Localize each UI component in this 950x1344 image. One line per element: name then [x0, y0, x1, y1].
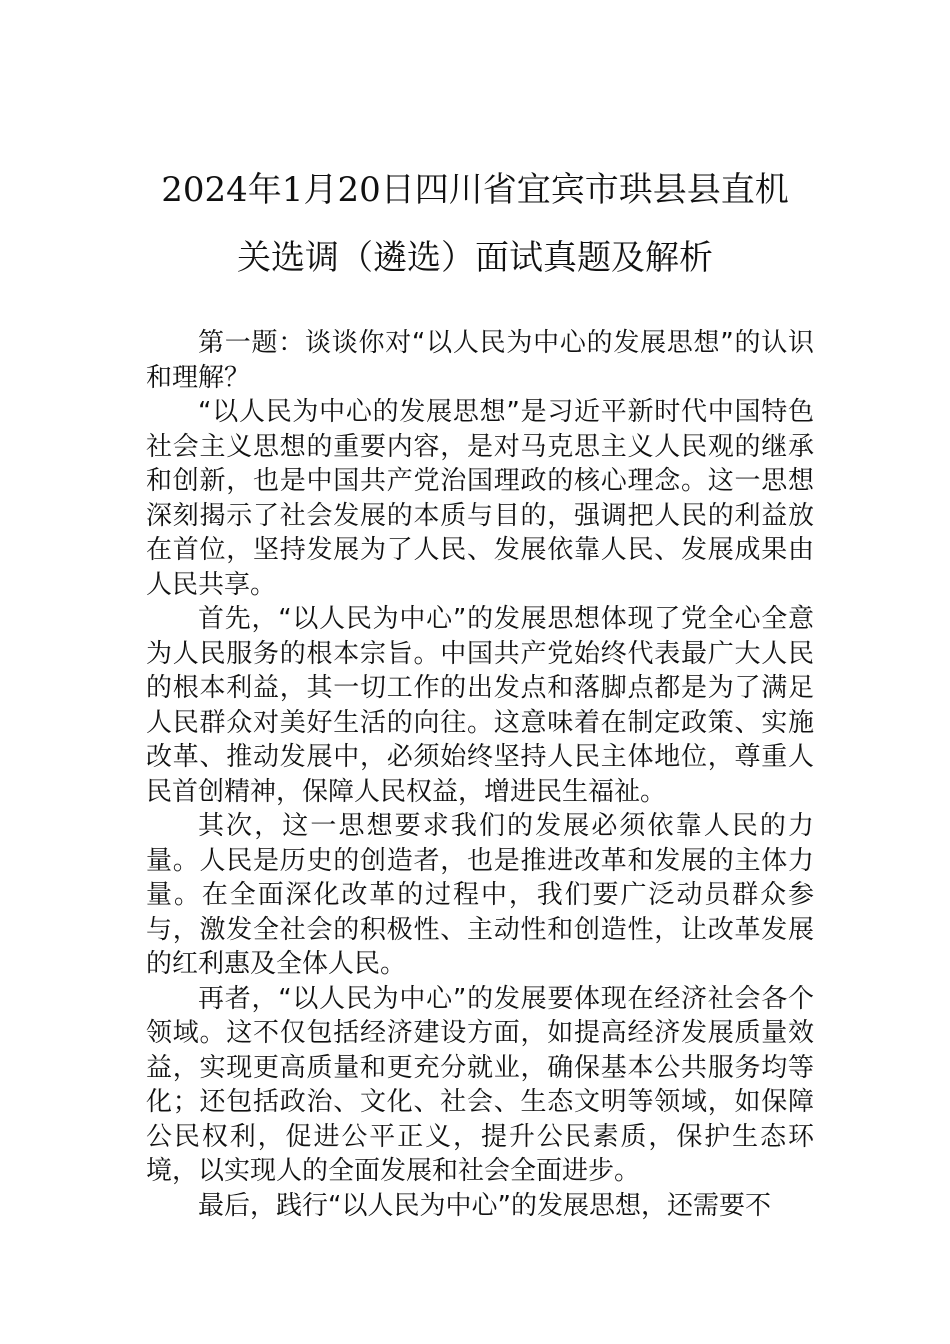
answer-intro-paragraph: “以人民为中心的发展思想”是习近平新时代中国特色社会主义思想的重要内容，是对马克思主义人民观的继承和创新，也是中国共产党治国理政的核心理念。这一思想深刻揭示了社会发展的本质与目的，强调把人民的利益放在首位，坚持发展为了人民、发展依靠人民、发展成果由人民共享。	[146, 397, 814, 600]
document-title-line-2: 关选调（遴选）面试真题及解析	[237, 238, 713, 278]
question-paragraph: 第一题：谈谈你对“以人民为中心的发展思想”的认识和理解？	[146, 328, 814, 393]
document-title-line-1: 2024年1月20日四川省宜宾市珙县县直机	[161, 170, 789, 210]
answer-third-point-paragraph: 再者，“以人民为中心”的发展要体现在经济社会各个领域。这不仅包括经济建设方面，如提高经济发展质量效益，实现更高质量和更充分就业，确保基本公共服务均等化；还包括政治、文化、社会、生态文明等领域，如保障公民权利，促进公平正义，提升公民素质，保护生态环境，以实现人的全面发展和社会全面进步。	[146, 983, 814, 1186]
document-body	[146, 326, 814, 1223]
answer-first-point-paragraph: 首先，“以人民为中心”的发展思想体现了党全心全意为人民服务的根本宗旨。中国共产党始终代表最广大人民的根本利益，其一切工作的出发点和落脚点都是为了满足人民群众对美好生活的向往。这意味着在制定政策、实施改革、推动发展中，必须始终坚持人民主体地位，尊重人民首创精神，保障人民权益，增进民生福祉。	[146, 604, 814, 807]
answer-final-point-paragraph: 最后，践行“以人民为中心”的发展思想，还需要不	[198, 1190, 771, 1221]
answer-second-point-paragraph: 其次，这一思想要求我们的发展必须依靠人民的力量。人民是历史的创造者，也是推进改革和发展的主体力量。在全面深化改革的过程中，我们要广泛动员群众参与，激发全社会的积极性、主动性和创造性，让改革发展的红利惠及全体人民。	[146, 811, 814, 979]
